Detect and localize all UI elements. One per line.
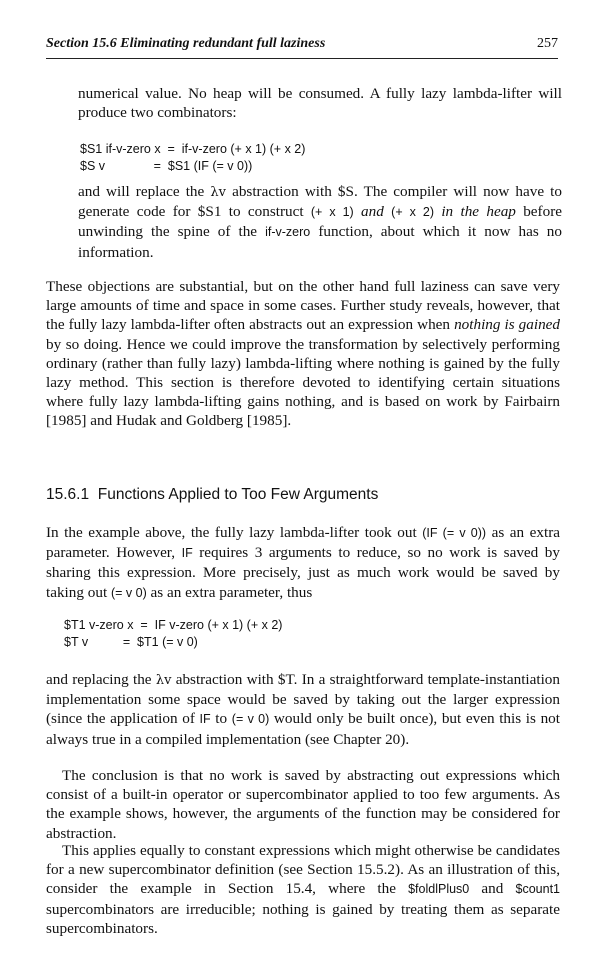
paragraph-example-above: In the example above, the fully lazy lambda-lifter took out (IF (= v 0)) as an extra parameter. However, IF requires 3 arguments to reduce, so no work is saved by sharing this expression. More precisely, just as much work would be saved by taking out (= v 0) as an extra parameter, thus: [46, 524, 560, 601]
running-header: [46, 36, 558, 59]
paragraph-objections: These objections are substantial, but on the other hand full laziness can save very large amounts of time and space in some cases. Further study reveals, however, that the fully lazy lambda-lifter often abstracts out an expression when nothing is gained by so doing. Hence we could improve the transformation by selectively performing ordinary (rather than fully lazy) lambda-lifting where nothing is gained by the fully lazy method. This section is therefore devoted to identifying certain situations where fully lazy lambda-lifting gains nothing, and is based on work by Fairbairn [1985] and Hudak and Goldberg [1985].: [46, 278, 560, 430]
paragraph-constant-expressions: This applies equally to constant expressions which might otherwise be candidates for a new supercombinator definition (see Section 15.5.2). As an illustration of this, consider the example in Section 15.4, where the $foldlPlus0 and $count1 supercombinators are irreducible; nothing is gained by treating them as separate supercombinators.: [46, 842, 560, 937]
paragraph-replace-s: and will replace the λv abstraction with $S. The compiler will now have to generate code for $S1 to construct (+ x 1) and (+ x 2) in the heap before unwinding the spine of the if-v-zero function, about which it now has no information.: [78, 183, 563, 261]
paragraph-conclusion: The conclusion is that no work is saved by abstracting out expressions which consist of a built-in operator or supercombinator applied to too few arguments. As the example shows, however, the arguments of the function may be considered for abstraction.: [46, 767, 560, 842]
code-block-t-combinators: $T1 v-zero x = IF v-zero (+ x 1) (+ x 2) $T v = $T1 (= v 0): [64, 618, 283, 649]
section-heading: [46, 486, 378, 504]
code-block-s-combinators: $S1 if-v-zero x = if-v-zero (+ x 1) (+ x 2) $S v = $S1 (IF (= v 0)): [80, 142, 306, 173]
section-number: 15.6.1: [46, 486, 90, 503]
page-number: 257: [537, 36, 558, 51]
section-title: Functions Applied to Too Few Arguments: [97, 486, 379, 503]
paragraph-replace-t: and replacing the λv abstraction with $T. In a straightforward template-instantiation implementation some space would be saved by taking out the larger expression (since the application of IF to (= v 0) would only be built once), but even this is not always true in a compiled implementation (see Chapter 20).: [46, 671, 560, 748]
paragraph-intro: numerical value. No heap will be consumed. A fully lazy lambda-lifter will produce two combinators:: [78, 85, 562, 122]
running-head-title: Section 15.6 Eliminating redundant full laziness: [46, 36, 326, 51]
